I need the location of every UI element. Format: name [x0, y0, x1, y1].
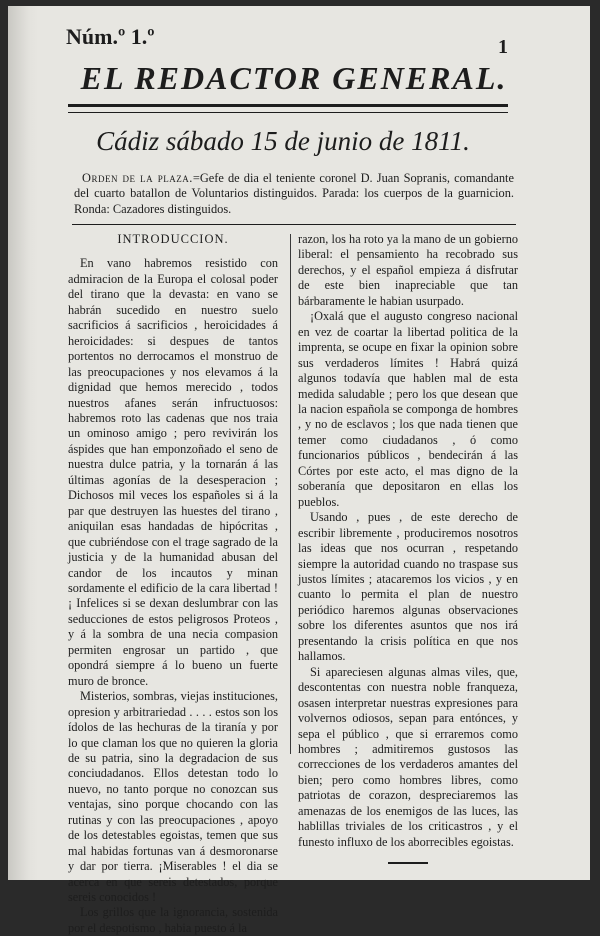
section-rule [72, 224, 516, 225]
orden-lead: Orden de la plaza. [82, 171, 193, 185]
article-paragraph: Misterios, sombras, viejas instituciones, opresion y arbitrariedad . . . . estos son los ídolos de las hechuras de la tiranía y por lo que claman los que no quieren la gloria de su patria, sino la degradacion de sus conciudadanos. Ellos detestan todo lo nuevo, no tanto porque no conozcan sus ventajas, sino porque chocando con las rutinas y con las preocupaciones , apoyo de los detestables egoistas, temen que sus mal habidas fortunas van á desmoronarse y dar por tierra. ¡Miserables ! el dia se acerca en que sereis detestados, porque sereis conocidos ! [68, 689, 278, 905]
article-paragraph: Usando , pues , de este derecho de escribir libremente , produciremos nosotros las ideas que nos ocurran , respetando siempre la autoridad cuando no traspase sus justos límites ; atacaremos los vicios , y en cuanto lo permita el plan de nuestro periódico haremos algunas observaciones sobre los diferentes asuntos que nos irá presentando la crisis política en que nos hallamos. [298, 510, 518, 664]
article-paragraph: Los grillos que la ignorancia, sostenida por el despotismo , habia puesto á la [68, 905, 278, 935]
article-column-right [298, 232, 518, 864]
issue-number: Núm.º 1.º [66, 24, 155, 49]
article-paragraph: ¡Oxalá que el augusto congreso nacional en vez de coartar la libertad politica de la imprenta, se ocupe en fixar la opinion sobre sus verdaderos límites ! Habrá quizá algunos todavía que hablen mal de esta medida saludable ; pero los que desean que la nacion española se componga de hombres , y no de esclavos ; los que nada tienen que temer como ciudadanos , ó como funcionarios públicos , bendecirán á las Córtes por este acto, el mas digno de la soberanía que depositaron en ellas los pueblos. [298, 309, 518, 509]
page-number: 1 [498, 36, 508, 58]
newspaper-page [8, 6, 590, 935]
dateline: Cádiz sábado 15 de junio de 1811. [96, 126, 470, 156]
article-column-left [68, 232, 278, 936]
orden-text: =Gefe de dia el teniente coronel D. Juan Sopranis, comandante del cuarto batallon de Voluntarios distinguidos. Parada: los cuerpos de la guarnicion. Ronda: Cazadores distinguidos. [74, 171, 514, 216]
article-paragraph: En vano habremos resistido con admiracion de la Europa el colosal poder del tirano que la devasta: en vano se habrán sucedido en nuestro suelo sacrificios á sacrificios , heroicidades á heroicidades: si despues de tantos portentos no derrocamos el monstruo de las preocupaciones y nos elevamos á la dignidad que hemos merecido , todos nuestros afanes serán infructuosos: habremos roto las cadenas que nos traia un ominoso amigo ; pero revivirán los áspides que han emponzoñado el seno de nuestra dulce patria, y la tornarán á las últimas agonías de la desesperacion ; Dichosos mil veces los españoles si á la par que destruyen las huestes del tirano , aniquilan esas handadas de hipócritas , que cubriéndose con el trage sagrado de la justicia y de la humanidad abusan del candor de los incautos y minan sordamente el edificio de la cara libertad ! ¡ Infelices si se dexan deslumbrar con las seducciones de estos peligrosos Proteos , y á la sombra de una necia compasion permiten engrosar un partido , que opondrá siempre á lo bueno un fuerte muro de bronce. [68, 256, 278, 688]
orden-de-la-plaza [74, 171, 514, 217]
page-binding-shadow [8, 6, 38, 880]
masthead-title: EL REDACTOR GENERAL. [80, 60, 508, 96]
article-title: INTRODUCCION. [117, 232, 229, 246]
masthead-double-rule [68, 104, 508, 113]
column-divider [290, 234, 291, 754]
end-rule [388, 862, 428, 864]
article-paragraph: razon, los ha roto ya la mano de un gobierno liberal: el pensamiento ha recobrado sus derechos, y el español empieza á disfrutar de este bien inapreciable que tan bárbaramente le habian usurpado. [298, 232, 518, 308]
article-paragraph: Si apareciesen algunas almas viles, que, descontentas con nuestra noble franqueza, osasen interpretar nuestras expresiones para volvernos odiosos, sepan para entónces, y sepa el público , que si erraremos como hombres ; admitiremos gustosos las correcciones de los verdaderos amantes del bien; pero como hombres libres, como patriotas de corazon, despreciaremos las amenazas de los enemigos de las luces, las hablillas triviales de los criticastros , y el funesto influxo de los aborrecibles egoistas. [298, 664, 518, 849]
